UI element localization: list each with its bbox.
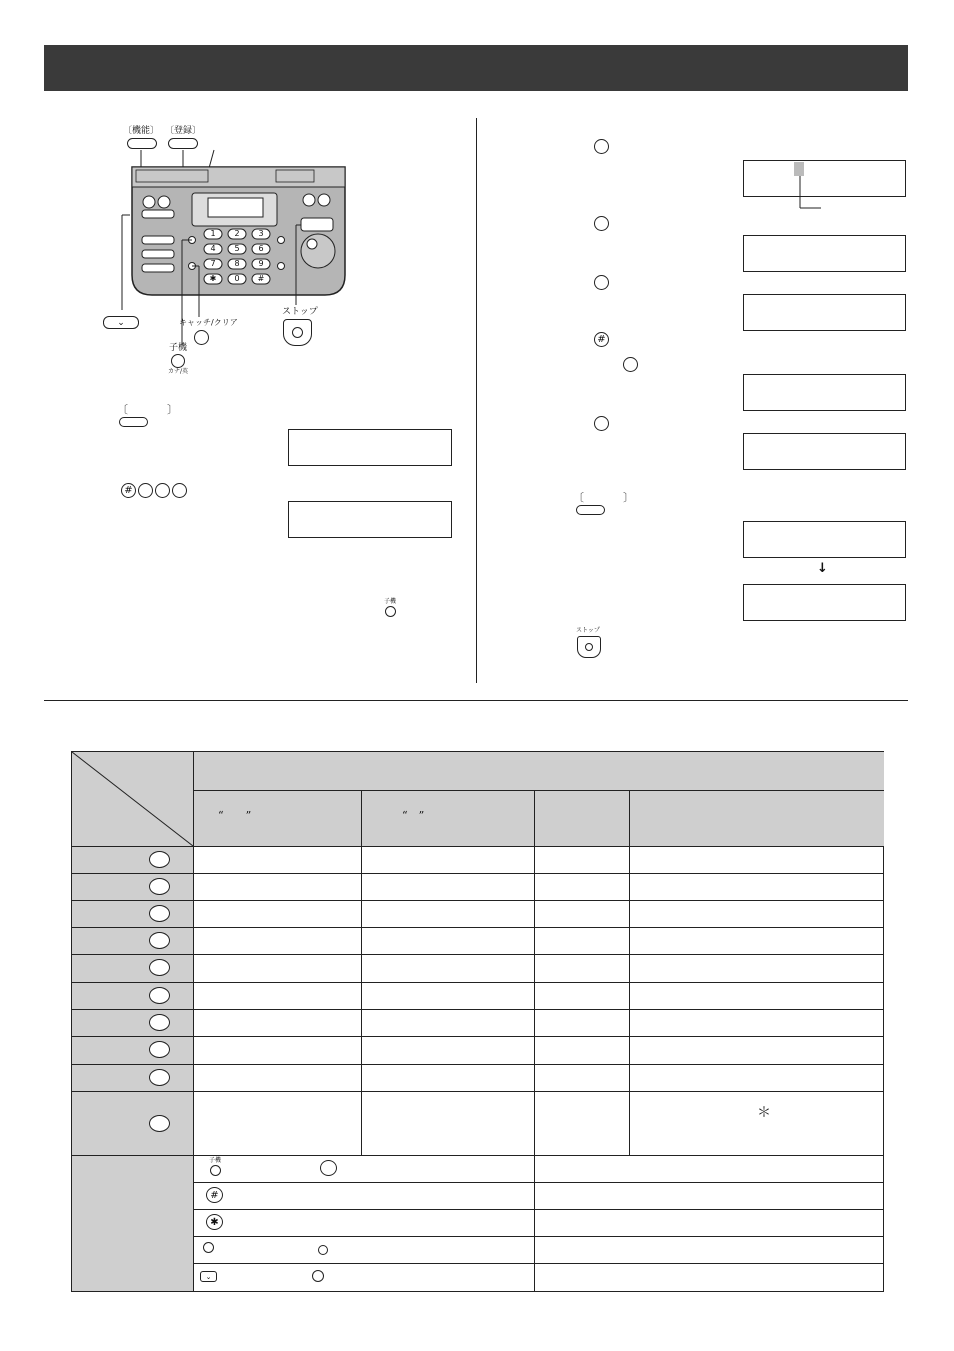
keypad-key[interactable]: #	[257, 274, 265, 283]
table-key	[149, 1041, 170, 1058]
chevron-down-icon: ⌄	[117, 317, 125, 328]
section-divider	[44, 700, 908, 701]
handset-key-label: 子機	[169, 343, 188, 353]
table-key	[149, 987, 170, 1004]
keypad-key[interactable]: 6	[258, 244, 264, 253]
step-button[interactable]	[576, 505, 605, 515]
corner-diagonal	[72, 752, 193, 846]
table-key-column	[72, 846, 193, 1291]
stop-key-label: ストップ	[282, 307, 318, 317]
table-key	[149, 1069, 170, 1086]
hash-icon: #	[124, 485, 133, 496]
key-circle[interactable]	[172, 483, 187, 498]
table-line	[534, 790, 535, 1291]
keypad-key[interactable]: 0	[234, 274, 240, 283]
down-arrow-icon: ↓	[817, 561, 828, 576]
keypad-key[interactable]: 3	[258, 229, 264, 238]
table-header	[193, 752, 884, 846]
key-circle-icon	[318, 1245, 328, 1255]
lcd-display-8	[743, 521, 906, 558]
function-key-label: 〔機能〕	[123, 126, 160, 136]
table-line	[361, 790, 362, 1155]
column-divider	[476, 118, 477, 683]
key-circle-icon	[320, 1160, 337, 1176]
handset-small-label: 子機	[384, 598, 397, 605]
hash-icon: #	[210, 1189, 219, 1201]
lcd-display-9	[743, 584, 906, 621]
star-icon: ✱	[210, 1216, 219, 1228]
keypad-key[interactable]: 5	[234, 244, 240, 253]
key-circle-icon	[312, 1270, 324, 1282]
table-line	[193, 1182, 884, 1183]
cursor-leader-line	[795, 176, 825, 212]
hash-icon: #	[597, 334, 606, 345]
key-circle[interactable]	[594, 139, 609, 154]
catch-clear-button[interactable]	[194, 330, 209, 345]
handset-small-button[interactable]	[385, 606, 396, 617]
header-quote-2: “ ”	[402, 809, 425, 822]
key-circle[interactable]	[155, 483, 170, 498]
lcd-display-1	[288, 429, 452, 466]
lcd-display-5	[743, 294, 906, 331]
keypad-key[interactable]: 4	[210, 244, 216, 253]
table-key	[149, 1014, 170, 1031]
table-key	[149, 851, 170, 868]
handset-button[interactable]	[171, 354, 185, 368]
step-bracket: 〔 〕	[573, 491, 648, 504]
step1-button[interactable]	[119, 417, 148, 427]
key-circle[interactable]	[138, 483, 153, 498]
keypad-key[interactable]: 9	[258, 259, 264, 268]
hash-key-icon	[206, 1187, 223, 1203]
table-key	[149, 932, 170, 949]
lcd-display-2	[288, 501, 452, 538]
keypad-key[interactable]: 2	[234, 229, 240, 238]
handset-key-icon	[210, 1165, 221, 1176]
table-key	[149, 959, 170, 976]
character-table	[71, 751, 884, 1292]
key-circle[interactable]	[594, 416, 609, 431]
table-line	[193, 1209, 884, 1210]
kana-key-label: カナ/英	[168, 368, 189, 375]
table-corner-cell	[72, 752, 193, 846]
table-line	[193, 752, 194, 1291]
register-key-label: 〔登録〕	[165, 126, 202, 136]
keypad-key[interactable]: 8	[234, 259, 240, 268]
key-circle[interactable]	[594, 216, 609, 231]
down-arrow-key-icon	[200, 1271, 217, 1282]
chevron-down-icon: ⌄	[205, 1272, 212, 1281]
table-line	[193, 1263, 884, 1264]
hash-key[interactable]	[594, 332, 609, 347]
table-line	[629, 790, 630, 1155]
table-key	[149, 1115, 170, 1132]
key-circle[interactable]	[594, 275, 609, 290]
stop-small-button[interactable]	[577, 636, 601, 658]
footer-handset-label: 子機	[209, 1157, 222, 1164]
hash-key[interactable]	[121, 483, 136, 498]
header-quote-1: “ ”	[218, 809, 252, 822]
table-line	[193, 790, 884, 791]
stop-small-label: ストップ	[576, 627, 600, 634]
stop-icon	[585, 643, 593, 651]
step1-bracket: 〔 〕	[117, 403, 192, 416]
lcd-cursor	[794, 162, 804, 176]
lcd-display-6	[743, 374, 906, 411]
asterisk-note: ＊	[757, 1105, 771, 1121]
page-header-bar	[44, 45, 908, 91]
stop-icon	[292, 327, 303, 338]
down-arrow-button[interactable]	[103, 316, 139, 329]
lcd-display-7	[743, 433, 906, 470]
lcd-display-4	[743, 235, 906, 272]
table-key	[149, 905, 170, 922]
keypad-key[interactable]: ✱	[209, 274, 217, 283]
keypad-key[interactable]: 1	[210, 229, 216, 238]
table-line	[193, 1236, 884, 1237]
keypad-key[interactable]: 7	[210, 259, 216, 268]
star-key-icon	[206, 1214, 223, 1230]
stop-button[interactable]	[283, 319, 312, 346]
table-key	[149, 878, 170, 895]
key-circle[interactable]	[623, 357, 638, 372]
key-circle-icon	[203, 1242, 214, 1253]
catch-clear-label: キャッチ/クリア	[179, 318, 238, 327]
